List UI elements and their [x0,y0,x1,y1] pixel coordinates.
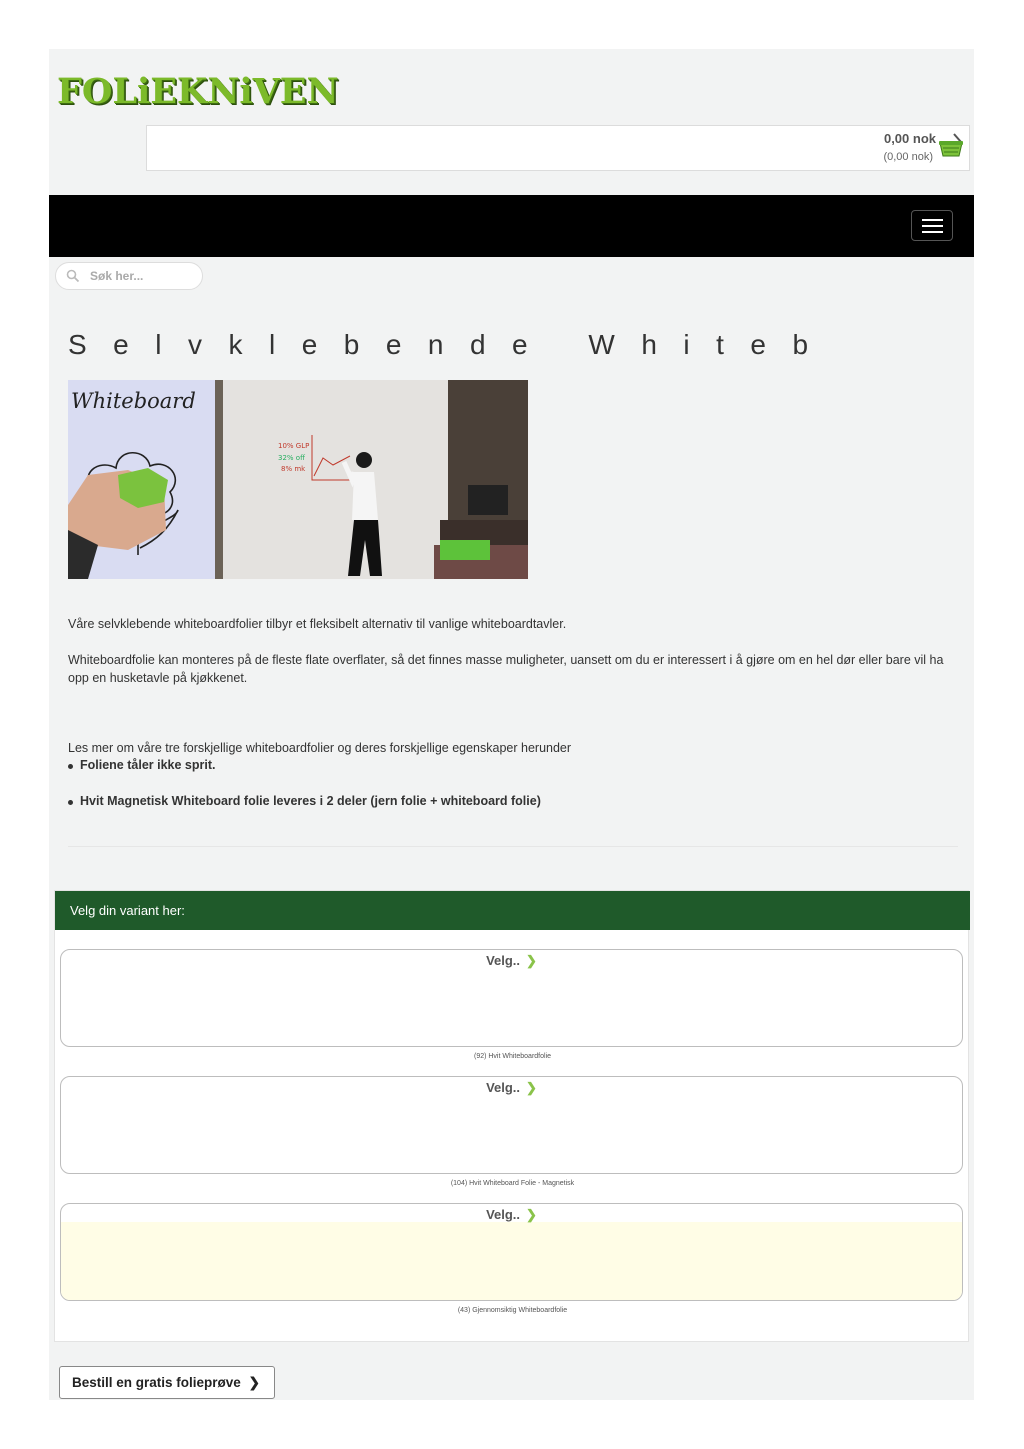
main-navbar [49,195,974,257]
variant-option[interactable] [60,949,963,1047]
variant-select-label: Velg.. ❯ [486,1207,537,1222]
bullet-item [68,794,541,808]
chevron-right-icon: ❯ [248,1374,260,1390]
hero-chart-label: 32% off [278,454,305,462]
section-divider [68,846,958,847]
hero-chart-label: 10% GLP [278,442,310,450]
variant-panel [54,890,969,1342]
hero-whiteboard-word: Whiteboard [71,389,196,413]
order-sample-button[interactable]: Bestill en gratis folieprøve ❯ [59,1366,275,1399]
chevron-right-icon: ❯ [526,1207,537,1222]
search-input[interactable] [90,267,195,285]
page-title: Selvklebende Whiteb [68,329,835,360]
cart-subtotal: (0,00 nok) [883,151,933,163]
menu-icon [922,219,943,221]
read-more-paragraph: Les mer om våre tre forskjellige whiteboardfolier og deres forskjellige egenskaper herunder [68,741,572,755]
bullet-text: Hvit Magnetisk Whiteboard folie leveres i 2 deler (jern folie + whiteboard folie) [80,794,541,808]
search-icon [66,269,80,283]
cart-total[interactable]: 0,00 nok [883,131,936,146]
bullet-text: Foliene tåler ikke sprit. [80,758,216,772]
basket-icon[interactable] [937,132,965,160]
variant-header: Velg din variant her: [55,891,970,930]
hero-image [68,380,528,579]
bullet-item [68,758,215,772]
variant-caption: (92) Hvit Whiteboardfolie [473,1053,552,1060]
site-logo[interactable]: FOLiEKNiVEN [57,71,339,112]
variant-select-label: Velg.. ❯ [486,953,537,968]
chevron-right-icon: ❯ [526,953,537,968]
page-container [49,49,974,1400]
variant-option[interactable] [60,1203,963,1301]
intro-paragraph: Våre selvklebende whiteboardfolier tilbyr et fleksibelt alternativ til vanlige whiteboardtavler. [68,617,567,631]
cart-bar [146,125,970,171]
chevron-right-icon: ❯ [526,1080,537,1095]
search-box [55,262,203,290]
variant-option[interactable] [60,1076,963,1174]
variant-caption: (104) Hvit Whiteboard Folie - Magnetisk [450,1180,575,1187]
variant-caption: (43) Gjennomsiktig Whiteboardfolie [457,1307,568,1314]
description-paragraph: Whiteboardfolie kan monteres på de fleste flate overflater, så det finnes masse muligheter, uansett om du er interessert i å gjøre om en hel dør eller bare vil ha opp en husketavle på kjøkkenet. [68,653,944,685]
variant-select-label: Velg.. ❯ [486,1080,537,1095]
hero-chart-label: 8% mk [281,465,306,473]
menu-toggle-button[interactable] [911,210,953,241]
